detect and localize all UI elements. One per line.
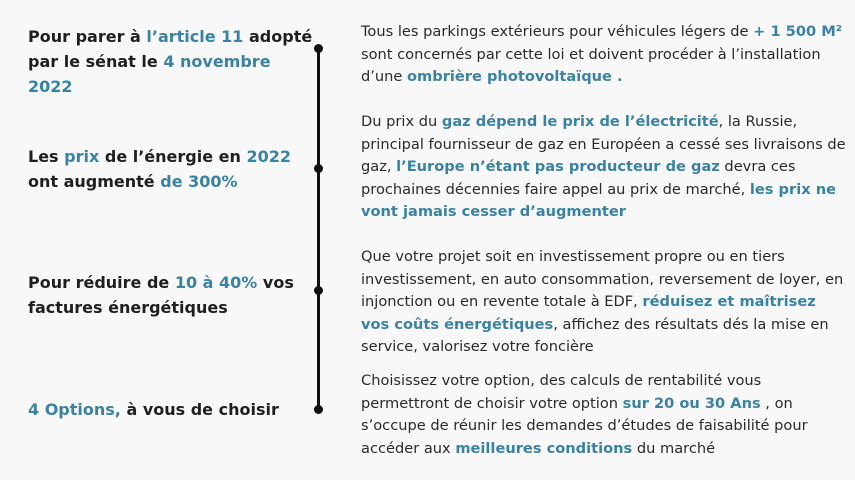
body-text: vos factures énergétiques: [28, 273, 294, 317]
highlight-text: 2022: [246, 147, 291, 166]
point-1-description: [361, 21, 847, 89]
highlight-text: 10 à 40%: [174, 273, 258, 292]
body-text: Choisissez votre option, des calculs de rentabilité vous permettront de choisir votre option: [361, 372, 762, 412]
point-3-heading: [28, 270, 318, 320]
body-text: adopté par le sénat le: [28, 27, 313, 71]
highlight-text: gaz dépend le prix de l’électricité: [441, 113, 719, 130]
body-text: , la Russie, principal fournisseur de gaz en Européen a cessé ses livraisons de gaz,: [361, 113, 846, 175]
point-3-description: [361, 246, 847, 359]
highlight-text: les prix ne vont jamais cesser d’augmenter: [361, 180, 836, 220]
body-text: , on s’occupe de réunir les demandes d’études de faisabilité pour accéder aux: [361, 394, 808, 457]
highlight-text: ombrière photovoltaïque .: [407, 68, 623, 85]
highlight-text: l’article 11: [146, 27, 244, 46]
point-4-description: [361, 370, 847, 460]
body-text: devra ces prochaines décennies faire appel au prix de marché,: [361, 158, 796, 198]
body-text: Pour parer à: [28, 27, 147, 46]
body-text: Pour réduire de: [28, 273, 175, 292]
point-2-description: [361, 111, 847, 224]
body-text: Du prix du: [361, 113, 442, 130]
body-text: sont concernés par cette loi et doivent procéder à l’installation d’une: [361, 45, 821, 85]
body-text: ont augmenté: [28, 172, 161, 191]
highlight-text: 4 novembre 2022: [28, 52, 271, 96]
body-text: Les: [28, 147, 65, 166]
highlight-text: meilleures conditions: [455, 439, 633, 457]
body-text: de l’énergie en: [99, 147, 247, 166]
body-text: , affichez des résultats dés la mise en service, valorisez votre foncière: [361, 315, 829, 355]
highlight-text: prix: [64, 147, 100, 166]
timeline-line: [317, 48, 320, 410]
body-text: à vous de choisir: [120, 400, 279, 419]
highlight-text: sur 20 ou 30 Ans: [622, 394, 761, 412]
point-4-heading: [28, 397, 318, 422]
body-text: du marché: [632, 439, 716, 457]
highlight-text: réduisez et maîtrisez vos coûts énergétiques: [361, 293, 816, 333]
point-2-heading: [28, 144, 318, 194]
point-1-heading: [28, 24, 318, 99]
highlight-text: 4 Options,: [28, 400, 121, 419]
highlight-text: + 1 500 M²: [753, 23, 843, 40]
highlight-text: de 300%: [160, 172, 238, 191]
body-text: Tous les parkings extérieurs pour véhicules légers de: [361, 23, 754, 40]
body-text: Que votre projet soit en investissement propre ou en tiers investissement, en auto consommation, reversement de loyer, en injonction ou en revente totale à EDF,: [361, 248, 844, 310]
highlight-text: l’Europe n’étant pas producteur de gaz: [396, 158, 720, 175]
